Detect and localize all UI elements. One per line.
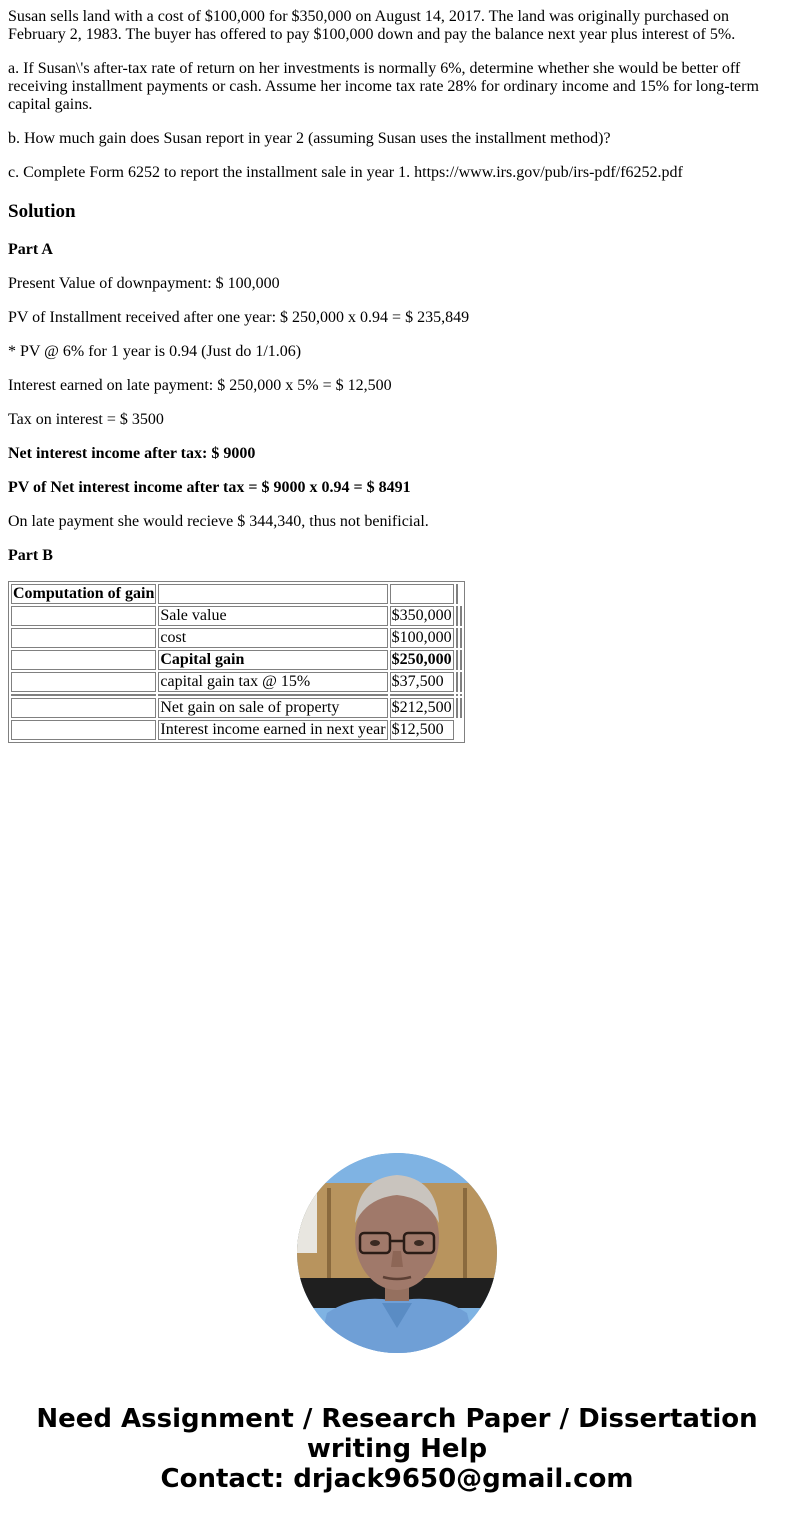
table-row	[11, 606, 462, 626]
question-part-a: a. If Susan\'s after-tax rate of return on her investments is normally 6%, determine whether she would be better off receiving installment payments or cash. Assume her income tax rate 28% for ordinary income and 15% for long-term capital gains.	[8, 60, 759, 113]
author-photo	[297, 1153, 497, 1353]
solution-line: PV of Net interest income after tax = $ 9000 x 0.94 = $ 8491	[8, 479, 411, 496]
table-row	[11, 698, 462, 718]
row-label: capital gain tax @ 15%	[158, 672, 387, 692]
table-cell-empty	[11, 694, 156, 696]
solution-heading: Solution	[8, 201, 76, 222]
person-portrait-icon	[297, 1153, 497, 1353]
table-cell-empty	[11, 720, 156, 740]
solution-line: Tax on interest = $ 3500	[8, 411, 164, 428]
table-cell-empty	[456, 694, 458, 696]
table-cell-empty	[11, 650, 156, 670]
table-cell-empty	[456, 628, 458, 648]
row-value: $212,500	[391, 699, 452, 716]
row-value: $12,500	[390, 720, 454, 740]
table-spacer-row	[11, 694, 462, 696]
part-b-heading: Part B	[8, 547, 53, 564]
table-cell-empty	[456, 698, 458, 718]
table-row	[11, 672, 462, 692]
question-part-c: c. Complete Form 6252 to report the installment sale in year 1. https://www.irs.gov/pub/irs-pdf/f6252.pdf	[8, 164, 683, 181]
table-cell-empty	[460, 698, 462, 718]
row-value: $37,500	[390, 672, 454, 692]
table-cell-empty	[460, 694, 462, 696]
table-cell-empty	[11, 698, 156, 718]
table-cell-empty	[158, 694, 387, 696]
table-cell-empty	[11, 606, 156, 626]
solution-line: Net interest income after tax: $ 9000	[8, 445, 256, 462]
table-cell-empty	[158, 584, 387, 604]
row-label: Capital gain	[158, 650, 387, 670]
table-row	[11, 628, 462, 648]
solution-line: Present Value of downpayment: $ 100,000	[8, 275, 280, 292]
row-value: $100,000	[391, 629, 452, 646]
table-cell-empty	[11, 628, 156, 648]
solution-line: * PV @ 6% for 1 year is 0.94 (Just do 1/1.06)	[8, 343, 302, 360]
table-cell-empty	[460, 628, 462, 648]
row-label: Interest income earned in next year	[160, 721, 386, 738]
question-intro: Susan sells land with a cost of $100,000 for $350,000 on August 14, 2017. The land was originally purchased on February 2, 1983. The buyer has offered to pay $100,000 down and pay the balance next year plus interest of 5%.	[8, 8, 736, 43]
table-cell-empty	[456, 606, 458, 626]
table-cell-empty	[460, 606, 462, 626]
contact-footer	[0, 1404, 794, 1494]
gain-computation-table	[8, 581, 465, 743]
row-value: $350,000	[391, 607, 452, 624]
question-part-b: b. How much gain does Susan report in year 2 (assuming Susan uses the installment method)?	[8, 130, 611, 147]
table-title: Computation of gain	[13, 585, 155, 602]
table-cell-empty	[11, 672, 156, 692]
solution-conclusion: On late payment she would recieve $ 344,340, thus not benificial.	[8, 513, 429, 530]
table-cell-empty	[460, 672, 462, 692]
footer-contact-email: Contact: drjack9650@gmail.com	[160, 1464, 634, 1494]
footer-line: writing Help	[306, 1434, 488, 1464]
table-cell-empty	[456, 650, 458, 670]
table-header-row	[11, 584, 462, 604]
row-value: $250,000	[391, 651, 452, 668]
table-row	[11, 650, 462, 670]
solution-line: Interest earned on late payment: $ 250,000 x 5% = $ 12,500	[8, 377, 392, 394]
part-a-heading: Part A	[8, 241, 53, 258]
row-label: cost	[158, 628, 387, 648]
row-label: Sale value	[158, 606, 387, 626]
table-cell-empty	[456, 584, 458, 604]
solution-line: PV of Installment received after one year: $ 250,000 x 0.94 = $ 235,849	[8, 309, 470, 326]
table-cell-empty	[456, 672, 458, 692]
table-cell-empty	[460, 650, 462, 670]
table-row	[11, 720, 462, 740]
table-cell-empty	[390, 694, 454, 696]
footer-line: Need Assignment / Research Paper / Dissertation	[36, 1404, 758, 1434]
table-cell-empty	[390, 584, 454, 604]
row-label: Net gain on sale of property	[158, 698, 387, 718]
